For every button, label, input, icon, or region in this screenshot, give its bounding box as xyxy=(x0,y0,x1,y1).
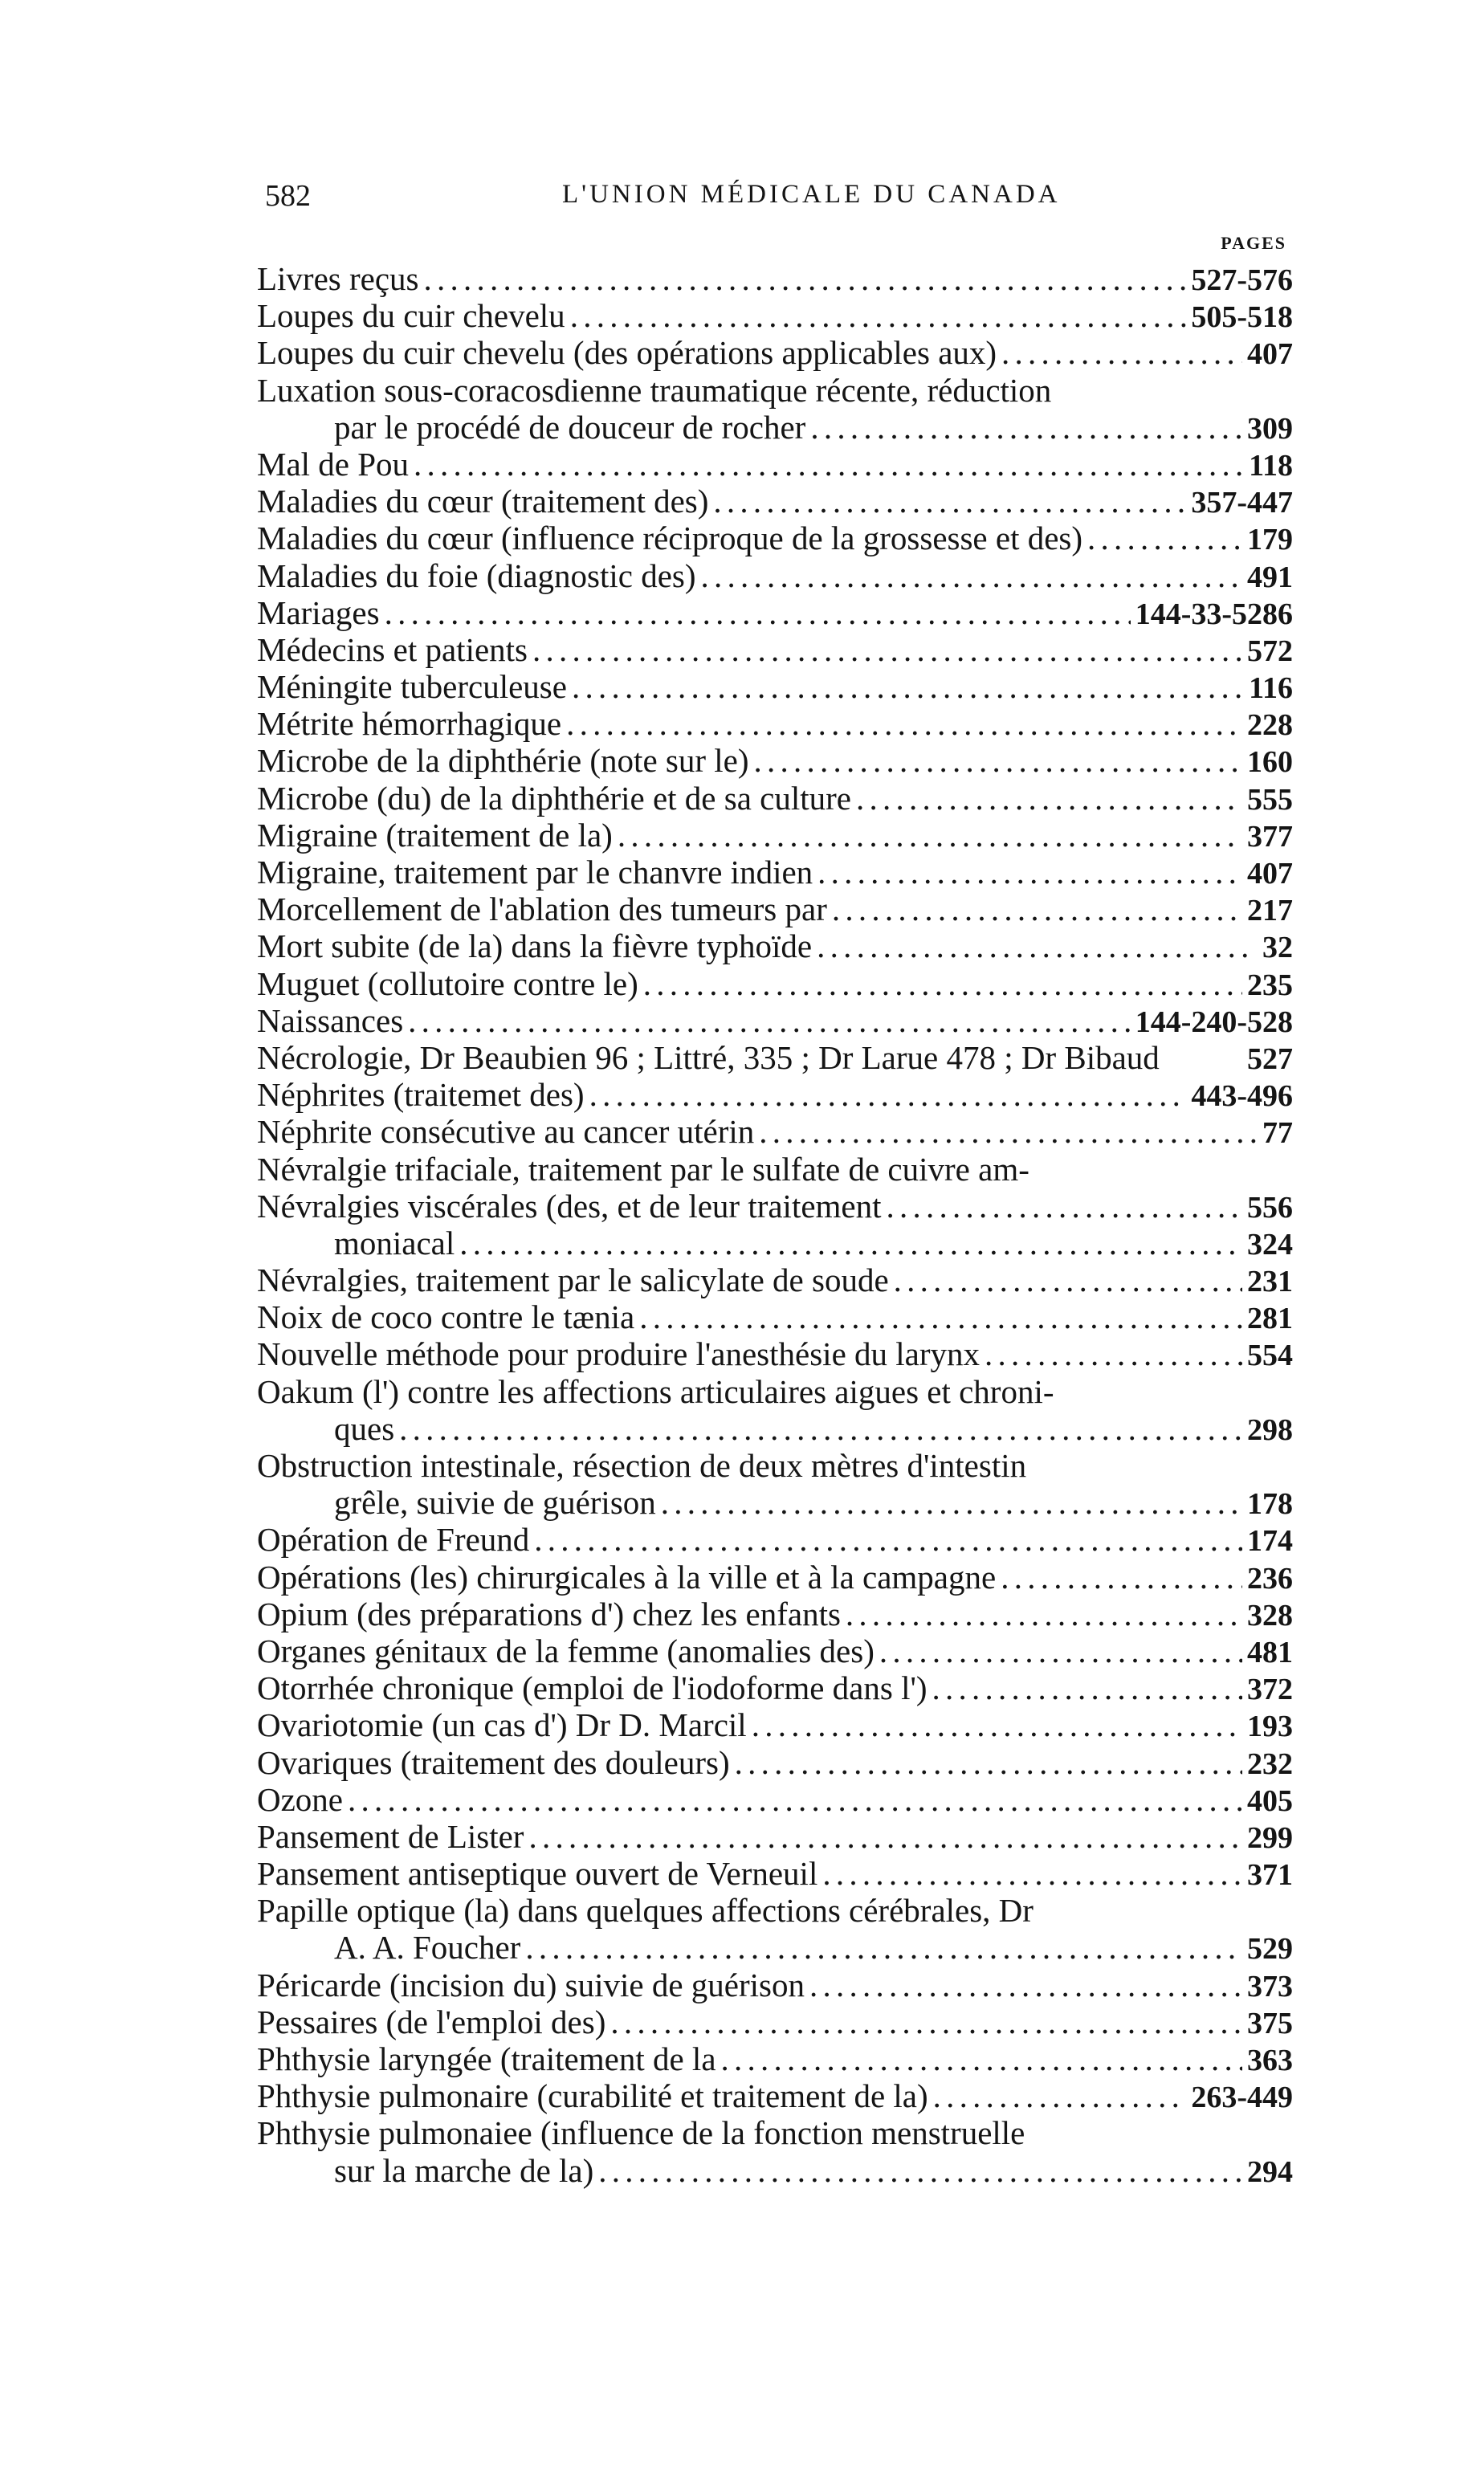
entry-page-ref: 527 xyxy=(1247,1041,1293,1076)
dot-leader xyxy=(735,1744,1242,1781)
entry-text: Microbe (du) de la diphthérie et de sa culture xyxy=(257,779,851,817)
index-entry xyxy=(257,1076,1293,1113)
dot-leader xyxy=(846,1596,1242,1632)
entry-text: Métrite hémorrhagique xyxy=(257,705,562,743)
index-entry xyxy=(257,1298,1293,1335)
index-entry xyxy=(257,1781,1293,1818)
index-entry xyxy=(257,965,1293,1002)
entry-page-ref: 328 xyxy=(1247,1598,1293,1632)
entry-page-ref: 443-496 xyxy=(1191,1079,1293,1114)
dot-leader xyxy=(1001,1559,1242,1596)
dot-leader xyxy=(752,1706,1242,1743)
entry-page-ref: 144-33-5286 xyxy=(1135,597,1293,631)
index-entry xyxy=(257,1225,1293,1262)
entry-page-ref: 263-449 xyxy=(1191,2081,1293,2115)
entry-page-ref: 217 xyxy=(1247,894,1293,928)
entry-page-ref: 556 xyxy=(1247,1190,1293,1225)
entry-page-ref: 407 xyxy=(1247,337,1293,372)
entry-text: Ozone xyxy=(257,1780,344,1818)
dot-leader xyxy=(459,1225,1242,1262)
entry-text: Maladies du cœur (influence réciproque de la grossesse et des) xyxy=(257,520,1083,557)
index-entry xyxy=(257,1929,1293,1966)
index-entry xyxy=(257,446,1293,483)
entry-text: grêle, suivie de guérison xyxy=(334,1484,656,1522)
entry-text: Névralgies viscérales (des, et de leur traitement xyxy=(257,1187,882,1225)
index-entry xyxy=(257,668,1293,705)
index-entry xyxy=(257,1669,1293,1706)
entry-text: Migraine, traitement par le chanvre indien xyxy=(257,854,813,891)
index-entry xyxy=(257,1151,1293,1188)
entry-page-ref: 324 xyxy=(1247,1227,1293,1262)
index-entry xyxy=(257,742,1293,779)
entry-page-ref: 309 xyxy=(1247,411,1293,446)
dot-leader xyxy=(570,297,1187,334)
dot-leader xyxy=(424,260,1187,297)
index-entry xyxy=(257,1410,1293,1447)
index-entry xyxy=(257,2152,1293,2189)
index-entry xyxy=(257,1188,1293,1225)
index-entry xyxy=(257,2077,1293,2114)
entry-text: Néphrites (traitemet des) xyxy=(257,1076,585,1114)
entry-page-ref: 118 xyxy=(1249,448,1293,483)
dot-leader xyxy=(879,1632,1242,1669)
entry-page-ref: 357-447 xyxy=(1191,486,1293,520)
entry-page-ref: 281 xyxy=(1247,1302,1293,1336)
entry-text: Méningite tuberculeuse xyxy=(257,668,567,706)
index-entry xyxy=(257,372,1293,409)
entry-text: Mariages xyxy=(257,593,380,631)
dot-leader xyxy=(414,446,1244,483)
entry-page-ref: 174 xyxy=(1247,1524,1293,1559)
entry-text: Loupes du cuir chevelu xyxy=(257,297,565,335)
entry-text: Mort subite (de la) dans la fièvre typhoïde xyxy=(257,927,813,965)
dot-leader xyxy=(589,1076,1187,1113)
entry-text: Pansement de Lister xyxy=(257,1817,524,1855)
index-entry xyxy=(257,1855,1293,1892)
index-entry xyxy=(257,1113,1293,1150)
entry-text: Phthysie pulmonaiee (influence de la fonction menstruelle xyxy=(257,2114,1025,2152)
entry-text: Névralgie trifaciale, traitement par le sulfate de cuivre am- xyxy=(257,1150,1029,1188)
dot-leader xyxy=(534,1521,1242,1558)
entry-page-ref: 116 xyxy=(1249,671,1293,706)
entry-text: Noix de coco contre le tænia xyxy=(257,1298,635,1336)
entry-text: par le procédé de douceur de rocher xyxy=(334,408,806,446)
dot-leader xyxy=(661,1484,1242,1521)
entry-text: Luxation sous-coracosdienne traumatique récente, réduction xyxy=(257,371,1052,409)
entry-text: Microbe de la diphthérie (note sur le) xyxy=(257,742,749,780)
entry-text: Ovariques (traitement des douleurs) xyxy=(257,1743,730,1781)
entry-text: Loupes du cuir chevelu (des opérations applicables aux) xyxy=(257,334,997,372)
index-entry xyxy=(257,927,1293,964)
dot-leader xyxy=(572,668,1244,705)
dot-leader xyxy=(610,2003,1242,2040)
entry-text: Péricarde (incision du) suivie de guérison xyxy=(257,1966,805,2003)
entry-text: Nécrologie, Dr Beaubien 96 ; Littré, 335 ; Dr Larue 478 ; Dr Bibaud xyxy=(257,1038,1160,1076)
entry-text: Phthysie pulmonaire (curabilité et traitement de la) xyxy=(257,2077,928,2115)
entry-text: Néphrite consécutive au cancer utérin xyxy=(257,1113,755,1151)
dot-leader xyxy=(894,1262,1242,1298)
entry-page-ref: 373 xyxy=(1247,1969,1293,2003)
entry-text: A. A. Foucher xyxy=(334,1929,521,1967)
entry-text: Maladies du cœur (traitement des) xyxy=(257,483,709,520)
entry-page-ref: 236 xyxy=(1247,1561,1293,1596)
entry-text: Ovariotomie (un cas d') Dr D. Marcil xyxy=(257,1706,747,1744)
dot-leader xyxy=(528,1818,1242,1855)
entry-text: Phthysie laryngée (traitement de la xyxy=(257,2040,716,2077)
entry-text: Oakum (l') contre les affections articulaires aigues et chroni- xyxy=(257,1372,1054,1410)
entry-page-ref: 178 xyxy=(1247,1487,1293,1522)
entry-page-ref: 77 xyxy=(1262,1116,1293,1151)
index-entry xyxy=(257,1744,1293,1781)
index-entry xyxy=(257,1039,1293,1076)
index-entry xyxy=(257,1967,1293,2003)
index-entry xyxy=(257,631,1293,668)
index-entry xyxy=(257,854,1293,891)
index-entry xyxy=(257,1596,1293,1632)
index-entry xyxy=(257,520,1293,556)
entry-text: Mal de Pou xyxy=(257,445,410,483)
dot-leader xyxy=(810,409,1242,446)
pages-column-label: PAGES xyxy=(1221,233,1286,253)
dot-leader xyxy=(887,1188,1242,1225)
dot-leader xyxy=(856,780,1242,817)
entry-text: Médecins et patients xyxy=(257,630,528,668)
index-entry xyxy=(257,334,1293,371)
entry-page-ref: 179 xyxy=(1247,523,1293,557)
index-entry xyxy=(257,1335,1293,1372)
entry-page-ref: 294 xyxy=(1247,2154,1293,2189)
dot-leader xyxy=(348,1781,1242,1818)
index-entry xyxy=(257,260,1293,297)
dot-leader xyxy=(832,891,1242,927)
index-entry xyxy=(257,1706,1293,1743)
dot-leader xyxy=(701,557,1242,594)
dot-leader xyxy=(754,742,1243,779)
index-entry xyxy=(257,2003,1293,2040)
entry-page-ref: 231 xyxy=(1247,1265,1293,1299)
dot-leader xyxy=(817,927,1256,964)
entry-page-ref: 555 xyxy=(1247,782,1293,817)
entry-page-ref: 32 xyxy=(1262,931,1293,965)
dot-leader xyxy=(809,1967,1242,2003)
entry-text: Opération de Freund xyxy=(257,1521,530,1559)
index-entry xyxy=(257,1818,1293,1855)
entry-page-ref: 554 xyxy=(1247,1339,1293,1373)
index-entry xyxy=(257,1447,1293,1484)
index-page xyxy=(257,178,1293,2189)
dot-leader xyxy=(525,1929,1242,1966)
entry-page-ref: 572 xyxy=(1247,634,1293,668)
dot-leader xyxy=(933,2077,1187,2114)
dot-leader xyxy=(759,1113,1256,1150)
entry-text: sur la marche de la) xyxy=(334,2151,594,2189)
entry-text: Morcellement de l'ablation des tumeurs par xyxy=(257,891,827,928)
dot-leader xyxy=(1087,520,1242,556)
entry-text: Névralgies, traitement par le salicylate de soude xyxy=(257,1262,889,1299)
entry-text: Otorrhée chronique (emploi de l'iodoforme dans l') xyxy=(257,1669,928,1707)
index-entry xyxy=(257,1632,1293,1669)
index-entry xyxy=(257,1002,1293,1039)
entry-text: Opérations (les) chirurgicales à la ville et à la campagne xyxy=(257,1558,997,1596)
entry-text: Maladies du foie (diagnostic des) xyxy=(257,556,696,594)
dot-leader xyxy=(932,1669,1242,1706)
index-entry xyxy=(257,1892,1293,1929)
dot-leader xyxy=(985,1335,1242,1372)
entry-text: moniacal xyxy=(334,1224,455,1262)
index-entry xyxy=(257,1484,1293,1521)
dot-leader xyxy=(598,2152,1242,2189)
index-entry xyxy=(257,705,1293,742)
dot-leader xyxy=(639,1298,1242,1335)
entry-page-ref: 372 xyxy=(1247,1673,1293,1707)
entry-page-ref: 228 xyxy=(1247,708,1293,743)
entry-page-ref: 481 xyxy=(1247,1635,1293,1669)
index-entry xyxy=(257,2114,1293,2151)
dot-leader xyxy=(566,705,1242,742)
index-entry xyxy=(257,891,1293,927)
index-entry xyxy=(257,780,1293,817)
entry-page-ref: 298 xyxy=(1247,1412,1293,1447)
dot-leader xyxy=(532,631,1242,668)
index-entry xyxy=(257,297,1293,334)
entry-text: Obstruction intestinale, résection de deux mètres d'intestin xyxy=(257,1447,1027,1484)
entry-text: Naissances xyxy=(257,1001,404,1039)
dot-leader xyxy=(408,1002,1131,1039)
entry-page-ref: 232 xyxy=(1247,1747,1293,1781)
entry-text: Migraine (traitement de la) xyxy=(257,816,613,854)
entry-page-ref: 299 xyxy=(1247,1820,1293,1855)
entry-text: Pansement antiseptique ouvert de Verneuil xyxy=(257,1855,818,1893)
entry-page-ref: 375 xyxy=(1247,2006,1293,2040)
index-entry xyxy=(257,1373,1293,1410)
page-number: 582 xyxy=(265,179,311,213)
entry-page-ref: 491 xyxy=(1247,560,1293,594)
index-entry xyxy=(257,594,1293,631)
index-entry xyxy=(257,1262,1293,1298)
dot-leader xyxy=(385,594,1131,631)
dot-leader xyxy=(713,483,1186,520)
index-entry xyxy=(257,557,1293,594)
entry-text: Opium (des préparations d') chez les enfants xyxy=(257,1595,841,1632)
dot-leader xyxy=(822,1855,1242,1892)
entry-page-ref: 527-576 xyxy=(1191,263,1293,297)
index-entry xyxy=(257,2040,1293,2077)
dot-leader xyxy=(721,2040,1242,2077)
entry-text: Organes génitaux de la femme (anomalies des) xyxy=(257,1632,874,1669)
dot-leader xyxy=(399,1410,1242,1447)
entry-page-ref: 371 xyxy=(1247,1858,1293,1893)
entry-page-ref: 529 xyxy=(1247,1932,1293,1967)
entry-page-ref: 377 xyxy=(1247,819,1293,854)
dot-leader xyxy=(817,854,1242,891)
entry-text: Pessaires (de l'emploi des) xyxy=(257,2003,606,2040)
entry-page-ref: 363 xyxy=(1247,2044,1293,2077)
running-head: L'UNION MÉDICALE DU CANADA xyxy=(562,180,1061,209)
dot-leader xyxy=(1001,334,1242,371)
entry-text: Papille optique (la) dans quelques affections cérébrales, Dr xyxy=(257,1892,1034,1930)
entry-page-ref: 407 xyxy=(1247,857,1293,891)
entry-page-ref: 505-518 xyxy=(1191,300,1293,335)
dot-leader xyxy=(618,817,1242,854)
index-entry xyxy=(257,483,1293,520)
entry-text: ques xyxy=(334,1409,395,1447)
entry-text: Muguet (collutoire contre le) xyxy=(257,964,638,1002)
index-entry xyxy=(257,1521,1293,1558)
index-entries xyxy=(257,260,1293,2189)
entry-page-ref: 160 xyxy=(1247,745,1293,780)
index-entry xyxy=(257,817,1293,854)
entry-text: Nouvelle méthode pour produire l'anesthésie du larynx xyxy=(257,1335,980,1373)
index-entry xyxy=(257,1559,1293,1596)
entry-text: Livres reçus xyxy=(257,260,419,297)
entry-page-ref: 405 xyxy=(1247,1783,1293,1818)
entry-page-ref: 193 xyxy=(1247,1710,1293,1744)
entry-page-ref: 235 xyxy=(1247,968,1293,1002)
entry-page-ref: 144-240-528 xyxy=(1135,1005,1293,1039)
dot-leader xyxy=(643,965,1242,1002)
index-entry xyxy=(257,409,1293,446)
page-header xyxy=(257,178,1293,253)
